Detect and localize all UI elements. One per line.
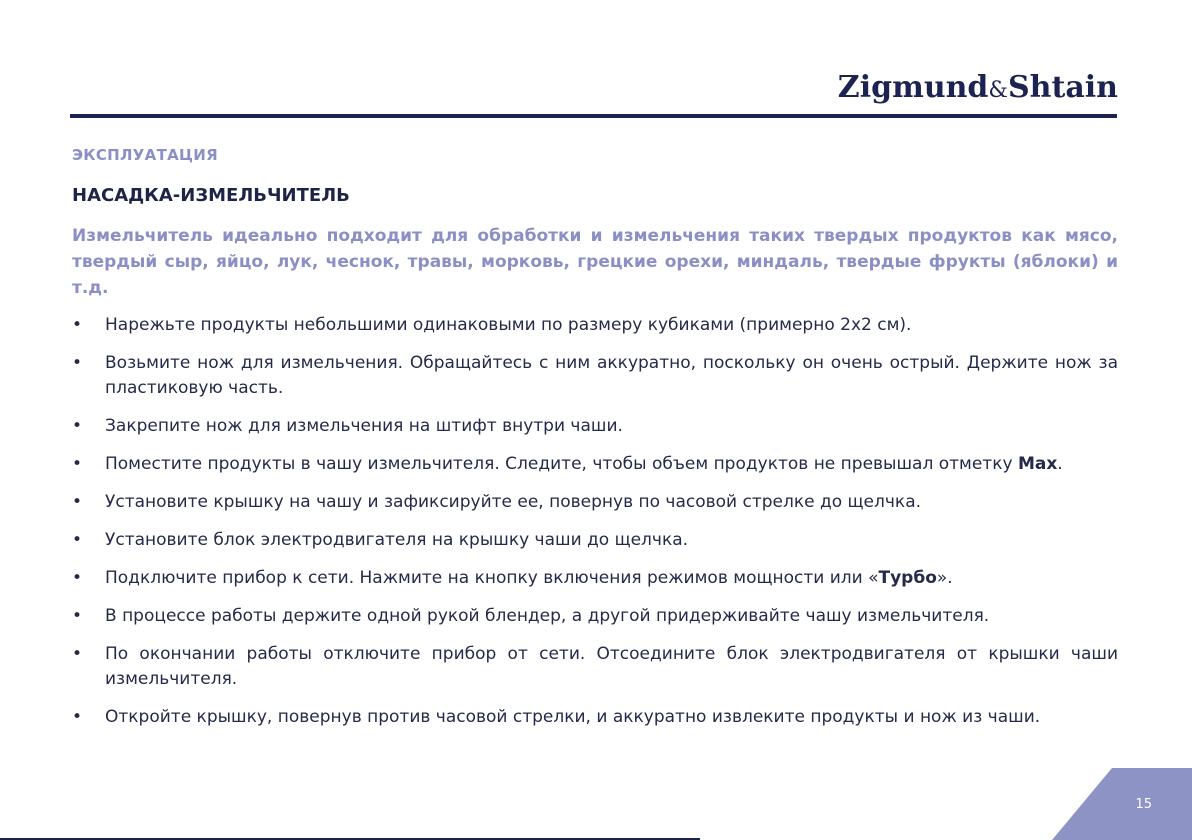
step-text: Закрепите нож для измельчения на штифт внутри чаши. [105,416,623,436]
brand-logo [838,70,1118,105]
bullet: • [72,353,83,373]
step-text: Возьмите нож для измельчения. Обращайтесь с ним аккуратно, поскольку он очень острый. Держите нож за пластиковую часть. [105,353,1118,398]
brand-second: Shtain [1008,70,1118,105]
header-rule [70,114,1117,118]
step-text: Нарежьте продукты небольшими одинаковыми по размеру кубиками (примерно 2х2 см). [105,315,912,335]
list-item [72,705,1118,730]
list-item [72,452,1118,477]
bullet: • [72,707,83,727]
list-item [72,566,1118,591]
step-text-end: . [1057,454,1063,474]
brand-main: Zigmund [837,70,989,105]
list-item [72,642,1118,692]
page-heading: НАСАДКА-ИЗМЕЛЬЧИТЕЛЬ [72,185,350,206]
list-item [72,604,1118,629]
bullet: • [72,454,83,474]
bullet: • [72,416,83,436]
intro-paragraph: Измельчитель идеально подходит для обработки и измельчения таких твердых продуктов как мясо, твердый сыр, яйцо, лук, чеснок, травы, морковь, грецкие орехи, миндаль, твердые фрукты (яблоки) и т.д. [72,226,1118,298]
step-text: В процессе работы держите одной рукой блендер, а другой придерживайте чашу измельчителя. [105,606,990,626]
page-corner-shape [1052,768,1192,840]
instruction-list [72,313,1118,743]
bullet: • [72,606,83,626]
step-bold: Турбо [878,568,937,588]
bullet: • [72,530,83,550]
step-text: Установите крышку на чашу и зафиксируйте ее, повернув по часовой стрелке до щелчка. [105,492,922,512]
list-item [72,414,1118,439]
step-text: Установите блок электродвигателя на крышку чаши до щелчка. [105,530,689,550]
step-text-end: ». [936,568,953,588]
list-item [72,490,1118,515]
list-item [72,313,1118,338]
section-title: ЭКСПЛУАТАЦИЯ [72,146,218,164]
corner-polygon [1052,768,1192,840]
list-item [72,351,1118,401]
bullet: • [72,568,83,588]
step-text: Откройте крышку, повернув против часовой стрелки, и аккуратно извлеките продукты и нож из чаши. [105,707,1041,727]
step-text: По окончании работы отключите прибор от сети. Отсоедините блок электродвигателя от крышки чаши измельчителя. [105,644,1118,689]
step-text: Поместите продукты в чашу измельчителя. Следите, чтобы объем продуктов не превышал отметку [105,454,1018,474]
step-bold: Max [1017,454,1058,474]
page-number: 15 [1135,797,1152,812]
bullet: • [72,492,83,512]
brand-amp: & [988,78,1009,103]
step-text: Подключите прибор к сети. Нажмите на кнопку включения режимов мощности или « [105,568,879,588]
list-item [72,528,1118,553]
bullet: • [72,315,83,335]
bullet: • [72,644,83,664]
